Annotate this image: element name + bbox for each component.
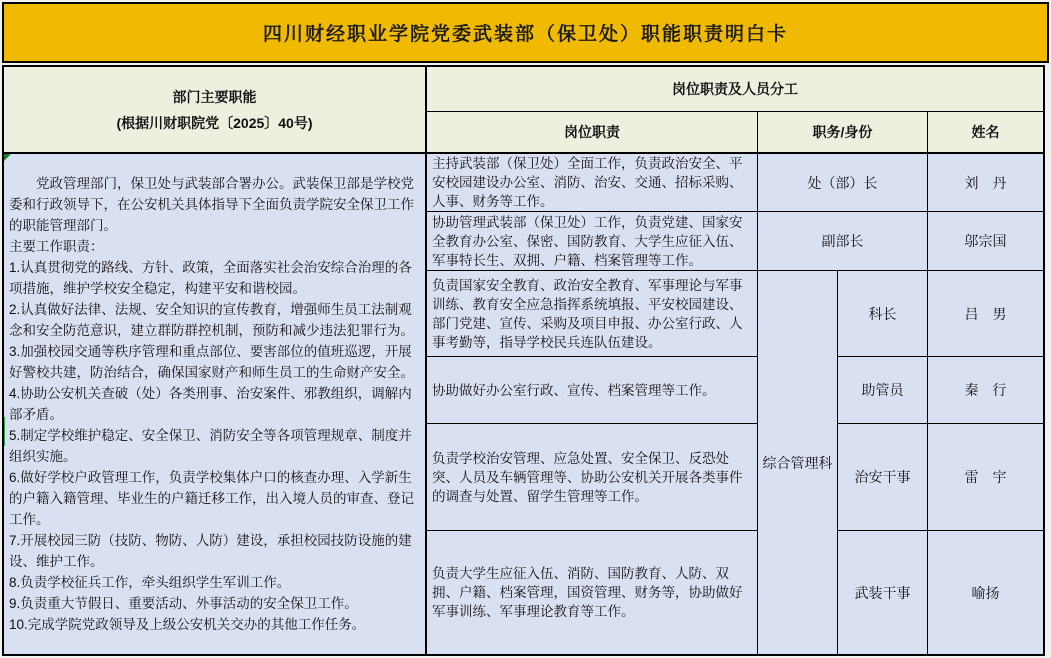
column-header-role-text: 职务/身份 bbox=[812, 124, 873, 140]
function-item: 1.认真贯彻党的路线、方针、政策，全面落实社会治安综合治理的各项措施，维护学校安全稳定，构建平安和谐校园。 bbox=[9, 260, 412, 296]
function-item: 6.做好学校户政管理工作，负责学校集体户口的核查办理、入学新生的户籍入籍管理、毕业生的户籍迁移工作，出入境人员的审查、登记工作。 bbox=[9, 470, 414, 527]
function-item: 4.协助公安机关查破（处）各类刑事、治安案件、邪教组织，调解内部矛盾。 bbox=[9, 386, 412, 422]
role-cell-armed-officer: 武装干事 bbox=[838, 531, 928, 654]
name-cell-row-3: 吕 男 bbox=[928, 271, 1043, 357]
name-cell-row-1: 刘 丹 bbox=[928, 154, 1043, 212]
header-post-duties-and-staff bbox=[427, 67, 1043, 112]
duty-cell-row-2: 协助管理武装部（保卫处）工作，负责党建、国家安全教育办公室、保密、国防教育、大学生应征入伍、军事特长生、双拥、户籍、档案管理等工作。 bbox=[427, 212, 758, 271]
department-functions-cell bbox=[4, 154, 427, 654]
function-item: 7.开展校园三防（技防、物防、人防）建设，承担校园技防设施的建设、维护工作。 bbox=[9, 533, 412, 569]
duty-cell-row-6: 负责大学生应征入伍、消防、国防教育、人防、双拥、户籍、档案管理，国资管理、财务等，协助做好军事训练、军事理论教育等工作。 bbox=[427, 531, 758, 654]
duty-cell-row-3: 负责国家安全教育、政治安全教育、军事理论与军事训练、教育安全应急指挥系统填报、平安校园建设、部门党建、宣传、采购及项目申报、办公室行政、人事考勤等，指导学校民兵连队伍建设。 bbox=[427, 271, 758, 357]
function-item: 5.制定学校维护稳定、安全保卫、消防安全等各项管理规章、制度并组织实施。 bbox=[9, 428, 412, 464]
function-item: 9.负责重大节假日、重要活动、外事活动的安全保卫工作。 bbox=[9, 596, 358, 611]
duty-cell-row-5: 负责学校治安管理、应急处置、安全保卫、反恐处突、人员及车辆管理等、协助公安机关开展各类事件的调查与处置、留学生管理等工作。 bbox=[427, 424, 758, 531]
function-item: 2.认真做好法律、法规、安全知识的宣传教育，增强师生员工法制观念和安全防范意识，建立群防群控机制，预防和减少违法犯罪行为。 bbox=[9, 302, 414, 338]
header-department-functions-line1: 部门主要职能 bbox=[172, 88, 257, 105]
function-item: 8.负责学校征兵工作，牵头组织学生军训工作。 bbox=[9, 575, 291, 590]
document-title-text: 四川财经职业学院党委武装部（保卫处）职能职责明白卡 bbox=[262, 24, 788, 45]
column-header-name bbox=[928, 112, 1043, 154]
section-cell-general-management: 综合管理科 bbox=[758, 271, 838, 654]
name-cell-row-4: 秦 行 bbox=[928, 357, 1043, 424]
name-cell-row-6: 喻扬 bbox=[928, 531, 1043, 654]
functions-intro: 党政管理部门，保卫处与武装部合署办公。武装保卫部是学校党委和行政领导下，在公安机关具体指导下全面负责学院安全保卫工作的职能管理部门。 bbox=[9, 176, 414, 233]
functions-heading: 主要工作职责： bbox=[9, 239, 104, 254]
role-cell-security-officer: 治安干事 bbox=[838, 424, 928, 531]
role-cell-chief: 处（部）长 bbox=[758, 154, 928, 212]
role-cell-section-chief: 科长 bbox=[838, 271, 928, 357]
function-item: 10.完成学院党政领导及上级公安机关交办的其他工作任务。 bbox=[9, 617, 366, 632]
function-item: 3.加强校园交通等秩序管理和重点部位、要害部位的值班巡逻，开展好警校共建，防治结合，确保国家财产和师生员工的生命财产安全。 bbox=[9, 344, 414, 380]
name-cell-row-2: 邬宗国 bbox=[928, 212, 1043, 271]
header-post-duties-and-staff-text: 岗位职责及人员分工 bbox=[672, 81, 798, 97]
column-header-duty-text: 岗位职责 bbox=[564, 124, 620, 140]
name-cell-row-5: 雷 宇 bbox=[928, 424, 1043, 531]
header-department-functions bbox=[4, 67, 427, 154]
header-department-functions-line2: (根据川财职院党〔2025〕40号) bbox=[116, 114, 313, 131]
role-cell-deputy-chief: 副部长 bbox=[758, 212, 928, 271]
column-header-name-text: 姓名 bbox=[971, 124, 1000, 140]
document-title bbox=[2, 2, 1049, 63]
duty-table bbox=[2, 65, 1045, 656]
cell-error-indicator-icon bbox=[4, 154, 11, 161]
duty-cell-row-1: 主持武装部（保卫处）全面工作，负责政治安全、平安校园建设办公室、消防、治安、交通、招标采购、人事、财务等工作。 bbox=[427, 154, 758, 212]
column-header-duty bbox=[427, 112, 758, 154]
role-cell-assistant: 助管员 bbox=[838, 357, 928, 424]
column-header-role bbox=[758, 112, 928, 154]
left-edge-marker bbox=[4, 417, 5, 446]
duty-cell-row-4: 协助做好办公室行政、宣传、档案管理等工作。 bbox=[427, 357, 758, 424]
